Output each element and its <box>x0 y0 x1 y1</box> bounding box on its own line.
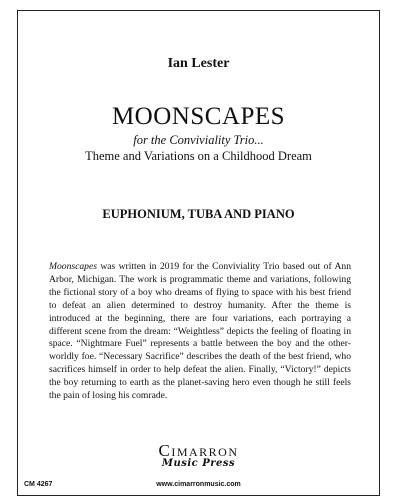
program-notes-body: was written in 2019 for the Conviviality Trio based out of Ann Arbor, Michigan. The work is programmatic theme and variations, following the fictional story of a boy who dreams of flying to space with his best friend to defeat an alien determined to destroy humanity. After the theme is introduced at the beginning, there are four variations, each portraying a different scene from the dream: “Weightless” depicts the feeling of floating in space. “Nightmare Fuel” represents a battle between the boy and the other-worldly foe. “Necessary Sacrifice” describes the death of the best friend, who sacrifices himself in order to help defeat the alien. Finally, “Victory!” depicts the boy returning to earth as the planet-saving hero even though he still feels the pain of losing his comrade. <box>49 261 351 402</box>
publisher-tagline: Music Press <box>161 458 236 469</box>
publisher-website: www.cimarronmusic.com <box>156 481 241 488</box>
dedication-subtitle: for the Conviviality Trio... <box>133 133 264 147</box>
composer-name: Ian Lester <box>167 56 230 71</box>
instrumentation: EUPHONIUM, TUBA AND PIANO <box>102 207 295 221</box>
score-cover-page <box>17 10 380 496</box>
publisher-logo <box>18 441 379 469</box>
program-notes <box>49 261 351 403</box>
publisher-name: Cimarron <box>158 441 239 460</box>
catalog-number: CM 4267 <box>24 481 53 488</box>
piece-subtitle: Theme and Variations on a Childhood Dream <box>85 149 312 163</box>
program-notes-lead: Moonscapes <box>49 261 97 272</box>
piece-title: MOONSCAPES <box>111 103 286 130</box>
